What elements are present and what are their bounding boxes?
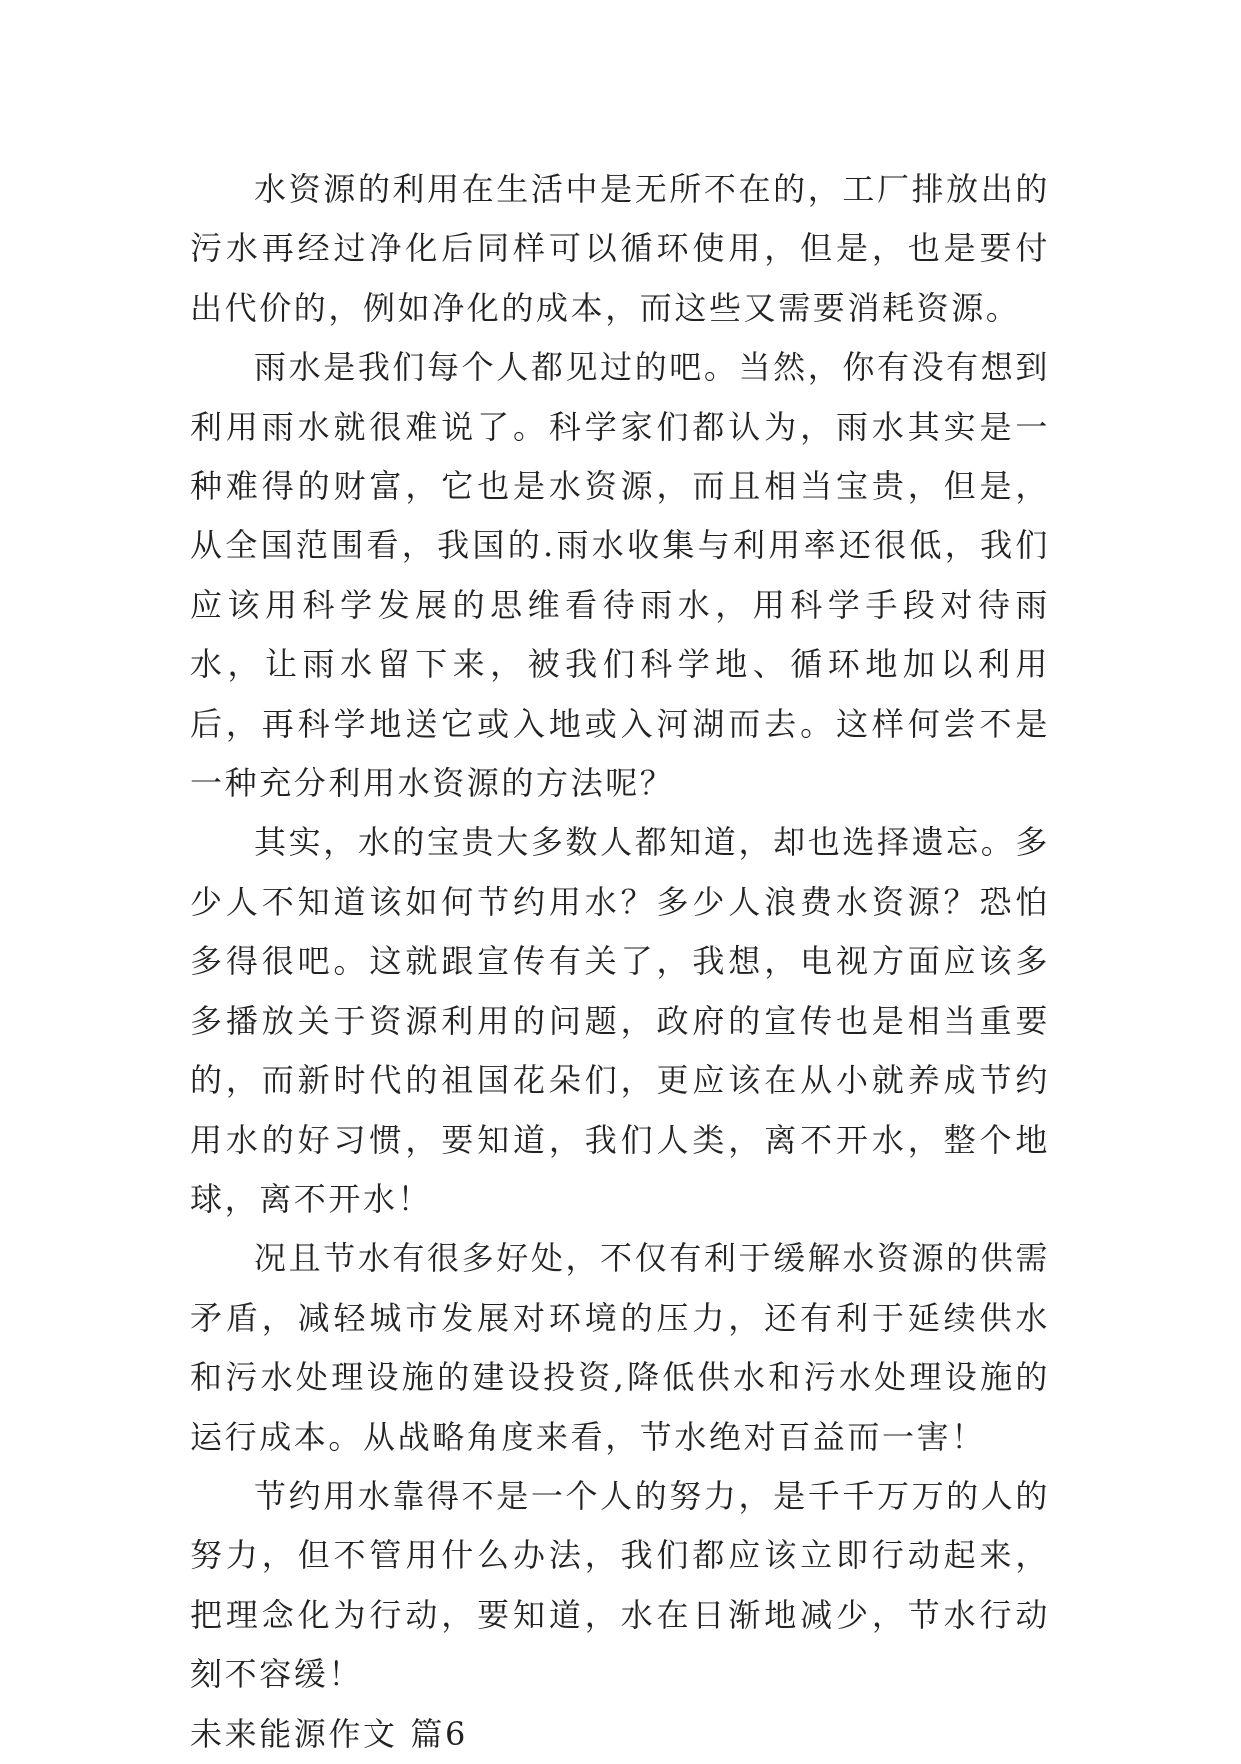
paragraph-water-reuse: 水资源的利用在生活中是无所不在的，工厂排放出的污水再经过净化后同样可以循环使用，但是，也是要付出代价的，例如净化的成本，而这些又需要消耗资源。	[190, 170, 1050, 327]
paragraph-benefits: 况且节水有很多好处，不仅有利于缓解水资源的供需矛盾，减轻城市发展对环境的压力，还有利于延续供水和污水处理设施的建设投资,降低供水和污水处理设施的运行成本。从战略角度来看，节水绝对百益而一害！	[190, 1239, 1050, 1456]
paragraph-call-to-action: 节约用水靠得不是一个人的努力，是千千万万的人的努力，但不管用什么办法，我们都应该立即行动起来，把理念化为行动，要知道，水在日渐地减少，节水行动刻不容缓！	[190, 1476, 1050, 1694]
document-body	[190, 160, 1050, 1764]
paragraph-rainwater: 雨水是我们每个人都见过的吧。当然，你有没有想到利用雨水就很难说了。科学家们都认为，雨水其实是一种难得的财富，它也是水资源，而且相当宝贵，但是，从全国范围看，我国的.雨水收集与利用率还很低，我们应该用科学发展的思维看待雨水，用科学手段对待雨水，让雨水留下来，被我们科学地、循环地加以利用后，再科学地送它或入地或入河湖而去。这样何尝不是一种充分利用水资源的方法呢？	[190, 348, 1050, 803]
section-heading: 未来能源作文 篇6	[190, 1714, 468, 1753]
paragraph-awareness: 其实，水的宝贵大多数人都知道，却也选择遗忘。多少人不知道该如何节约用水？多少人浪费水资源？恐怕多得很吧。这就跟宣传有关了，我想，电视方面应该多多播放关于资源利用的问题，政府的宣传也是相当重要的，而新时代的祖国花朵们，更应该在从小就养成节约用水的好习惯，要知道，我们人类，离不开水，整个地球，离不开水！	[190, 823, 1050, 1218]
